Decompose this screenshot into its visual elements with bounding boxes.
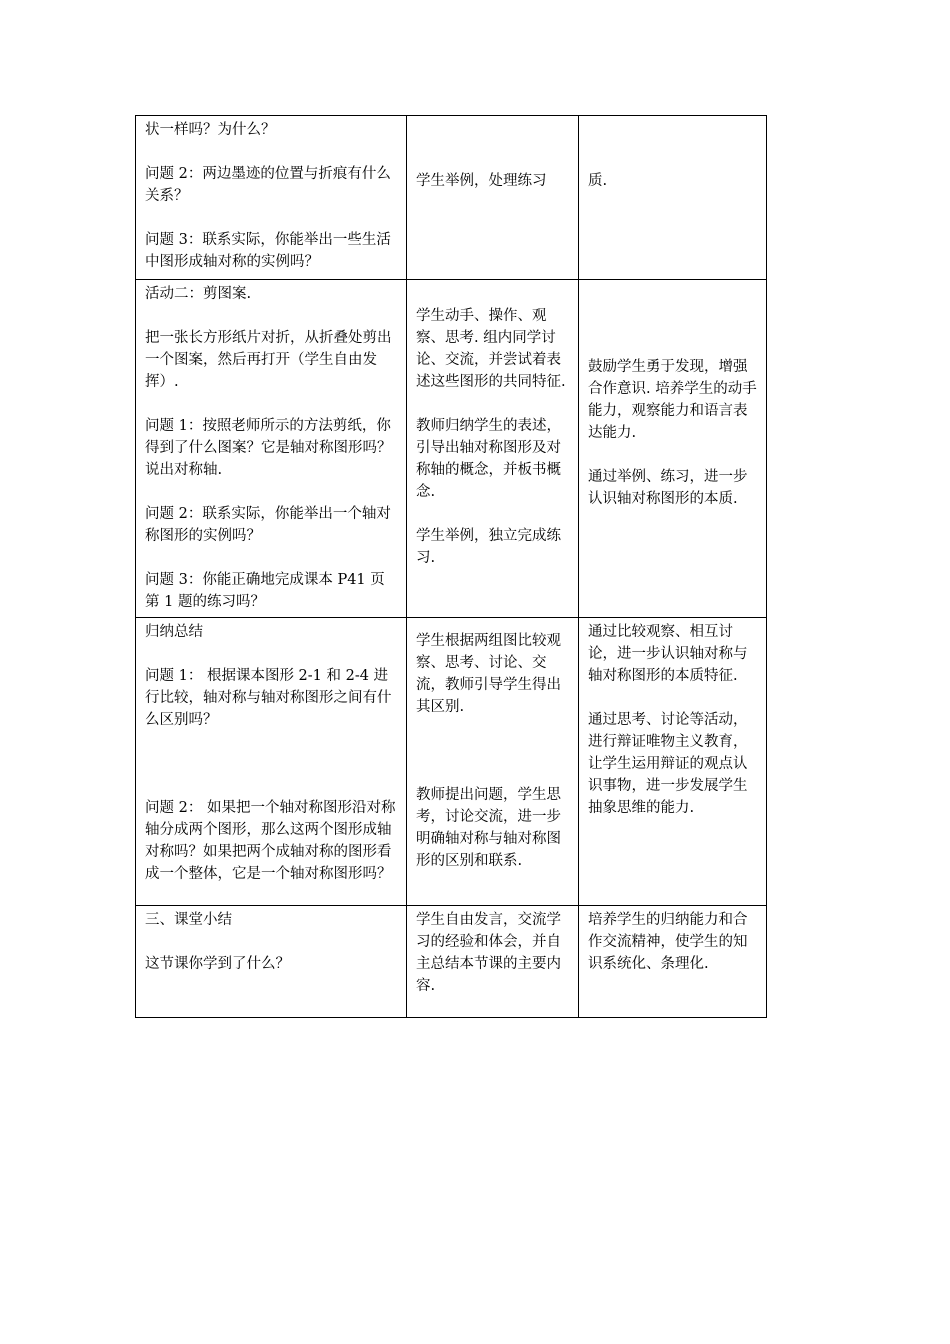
section-heading: 三、课堂小结: [145, 912, 232, 928]
design-intent-cell: [579, 116, 767, 280]
student-activity-cell: [407, 116, 579, 280]
teaching-content-cell: [136, 618, 407, 906]
content-text: 这节课你学到了什么？: [145, 956, 290, 972]
content-text: 归纳总结: [145, 624, 203, 640]
intent-text: 质.: [588, 173, 608, 189]
activity-text: 学生自由发言，交流学习的经验和体会，并自主总结本节课的主要内容.: [416, 912, 561, 994]
student-activity-cell: [407, 618, 579, 906]
content-text: 活动二：剪图案.: [145, 286, 252, 302]
activity-text: 教师归纳学生的表述，引导出轴对称图形及对称轴的概念，并板书概念.: [416, 418, 561, 500]
activity-text: 学生举例，独立完成练习.: [416, 528, 561, 566]
content-text: 状一样吗？为什么？: [145, 122, 276, 138]
content-text: 问题 2：联系实际，你能举出一个轴对称图形的实例吗？: [145, 506, 391, 544]
content-text: 把一张长方形纸片对折，从折叠处剪出一个图案，然后再打开（学生自由发挥）.: [145, 330, 392, 390]
content-text: 问题 2：两边墨迹的位置与折痕有什么关系？: [145, 166, 391, 204]
intent-text: 通过思考、讨论等活动，进行辩证唯物主义教育，让学生运用辩证的观点认识事物，进一步发展学生抽象思维的能力.: [588, 712, 748, 816]
teaching-content-cell: [136, 116, 407, 280]
content-text: 问题 1： 根据课本图形 2-1 和 2-4 进行比较，轴对称与轴对称图形之间有什么区别吗？: [145, 668, 392, 728]
design-intent-cell: [579, 618, 767, 906]
table-row: [136, 280, 767, 618]
student-activity-cell: [407, 280, 579, 618]
activity-text: 学生举例，处理练习: [416, 173, 547, 189]
design-intent-cell: [579, 906, 767, 1018]
content-text: 问题 3：联系实际，你能举出一些生活中图形成轴对称的实例吗？: [145, 232, 391, 270]
table-row: [136, 116, 767, 280]
intent-text: 通过举例、练习，进一步认识轴对称图形的本质.: [588, 469, 748, 507]
activity-text: 教师提出问题，学生思考，讨论交流，进一步明确轴对称与轴对称图形的区别和联系.: [416, 787, 561, 869]
activity-text: 学生根据两组图比较观察、思考、讨论、交流，教师引导学生得出其区别.: [416, 633, 561, 715]
intent-text: 培养学生的归纳能力和合作交流精神，使学生的知识系统化、条理化.: [588, 912, 748, 972]
teaching-content-cell: [136, 280, 407, 618]
intent-text: 鼓励学生勇于发现，增强合作意识. 培养学生的动手能力，观察能力和语言表达能力.: [588, 359, 757, 441]
content-text: 问题 2： 如果把一个轴对称图形沿对称轴分成两个图形，那么这两个图形成轴对称吗？如果把两个成轴对称的图形看成一个整体，它是一个轴对称图形吗？: [145, 800, 396, 882]
intent-text: 通过比较观察、相互讨论，进一步认识轴对称与轴对称图形的本质特征.: [588, 624, 748, 684]
student-activity-cell: [407, 906, 579, 1018]
lesson-plan-table: [135, 115, 767, 1018]
table-row: [136, 906, 767, 1018]
content-text: 问题 1：按照老师所示的方法剪纸，你得到了什么图案？它是轴对称图形吗？说出对称轴.: [145, 418, 392, 478]
content-text: 问题 3：你能正确地完成课本 P41 页第 1 题的练习吗？: [145, 572, 385, 610]
design-intent-cell: [579, 280, 767, 618]
teaching-content-cell: [136, 906, 407, 1018]
activity-text: 学生动手、操作、观察、思考. 组内同学讨论、交流，并尝试着表述这些图形的共同特征.: [416, 308, 566, 390]
table-row: [136, 618, 767, 906]
